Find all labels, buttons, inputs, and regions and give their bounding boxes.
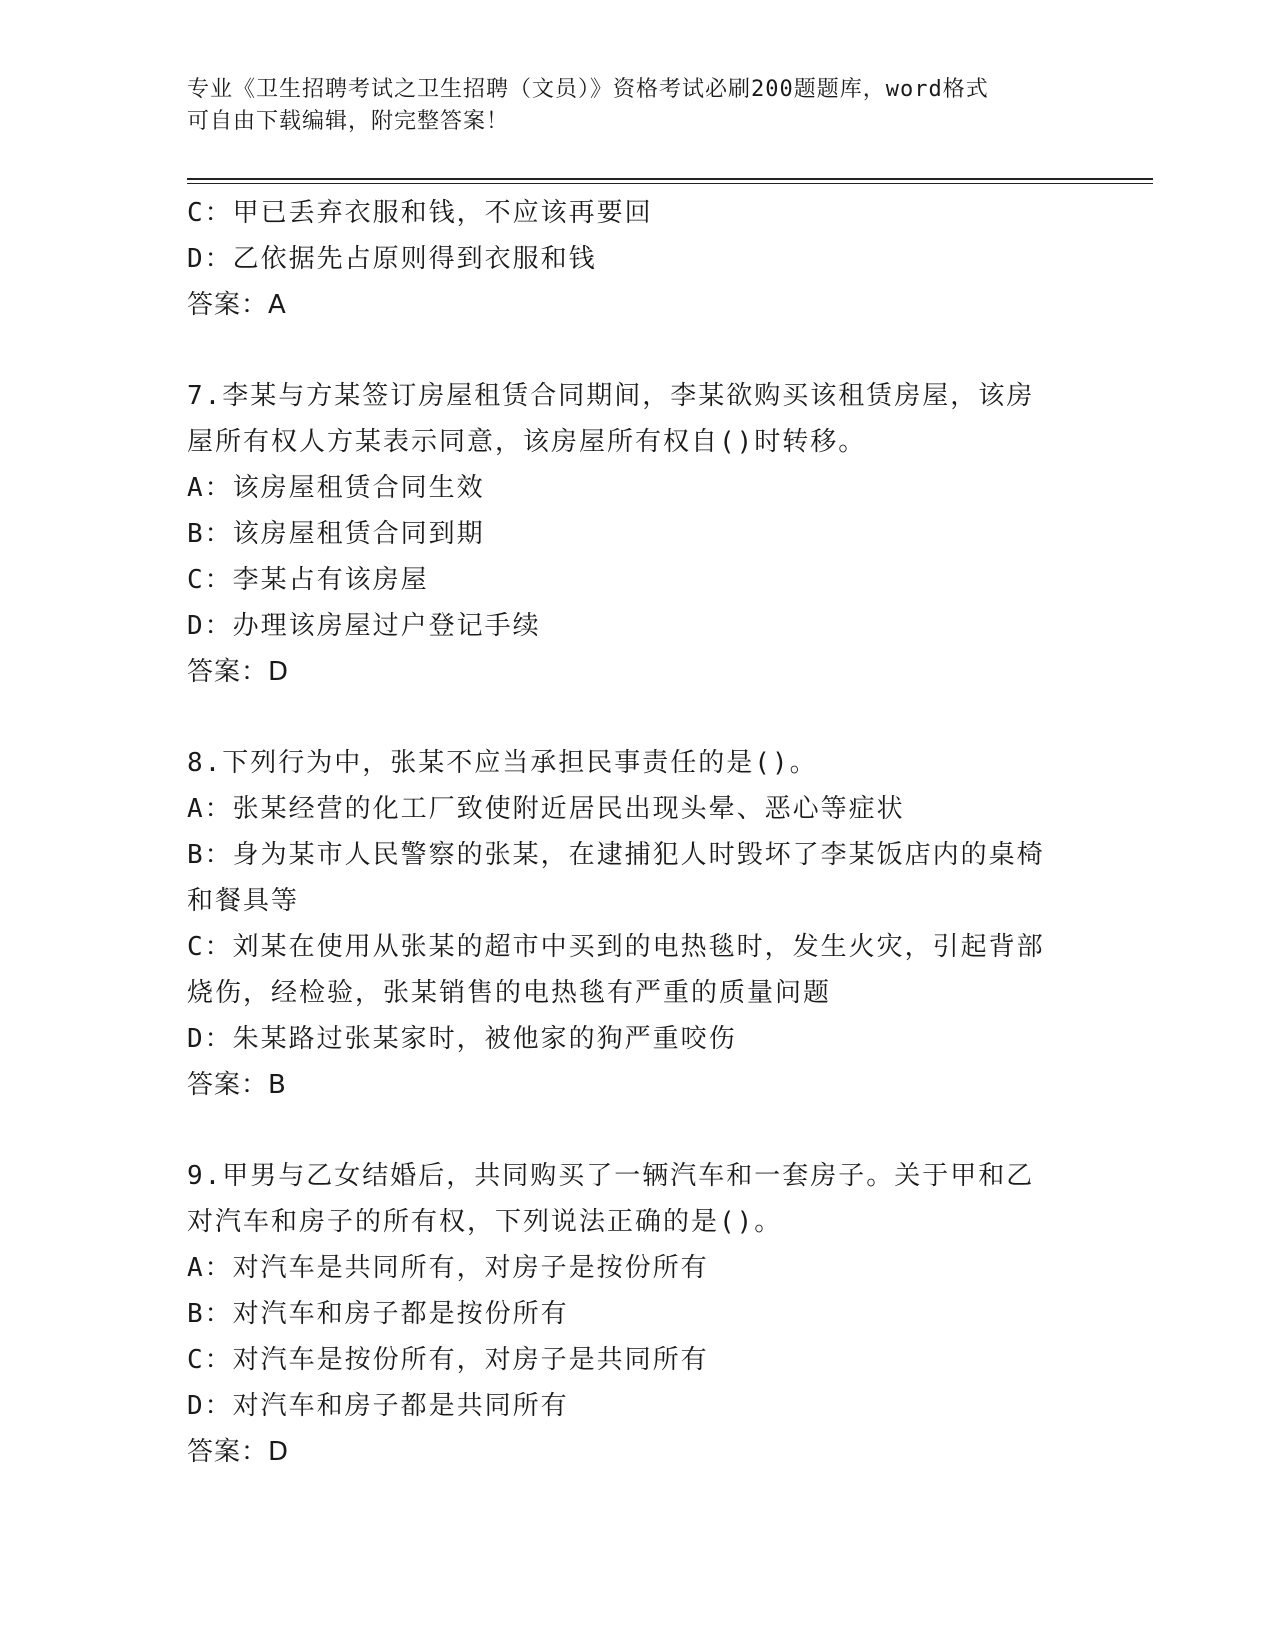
question-9 <box>187 1153 1087 1475</box>
spacer <box>187 1108 1087 1153</box>
answer-line: 答案：A <box>187 290 287 320</box>
header-divider-thin <box>187 183 1153 184</box>
question-7 <box>187 373 1087 695</box>
header-divider-thick <box>187 178 1153 180</box>
option-line: 和餐具等 <box>187 886 300 916</box>
answer-line: 答案：D <box>187 1437 290 1467</box>
option-line: C：李某占有该房屋 <box>187 565 429 595</box>
question-stem: 7.李某与方某签订房屋租赁合同期间，李某欲购买该租赁房屋，该房 <box>187 381 1035 411</box>
question-content <box>187 190 1087 1475</box>
option-line: B：身为某市人民警察的张某，在逮捕犯人时毁坏了李某饭店内的桌椅 <box>187 840 1045 870</box>
option-line: C：甲已丢弃衣服和钱，不应该再要回 <box>187 198 653 228</box>
question-stem: 对汽车和房子的所有权，下列说法正确的是()。 <box>187 1207 783 1237</box>
option-line: B：对汽车和房子都是按份所有 <box>187 1299 569 1329</box>
option-line: A：张某经营的化工厂致使附近居民出现头晕、恶心等症状 <box>187 794 905 824</box>
option-line: B：该房屋租赁合同到期 <box>187 519 485 549</box>
option-line: 烧伤，经检验，张某销售的电热毯有严重的质量问题 <box>187 978 832 1008</box>
spacer <box>187 695 1087 740</box>
question-8 <box>187 740 1087 1108</box>
header-line-2: 可自由下载编辑，附完整答案！ <box>187 109 510 134</box>
option-line: D：办理该房屋过户登记手续 <box>187 611 541 641</box>
option-line: C：对汽车是按份所有，对房子是共同所有 <box>187 1345 709 1375</box>
option-line: A：对汽车是共同所有，对房子是按份所有 <box>187 1253 709 1283</box>
option-line: D：对汽车和房子都是共同所有 <box>187 1391 569 1421</box>
option-line: C：刘某在使用从张某的超市中买到的电热毯时，发生火灾，引起背部 <box>187 932 1045 962</box>
continued-question <box>187 190 1087 328</box>
header-line-1: 专业《卫生招聘考试之卫生招聘（文员）》资格考试必刷200题题库，word格式 <box>187 77 989 102</box>
answer-line: 答案：D <box>187 657 290 687</box>
question-stem: 屋所有权人方某表示同意，该房屋所有权自()时转移。 <box>187 427 867 457</box>
option-line: D：乙依据先占原则得到衣服和钱 <box>187 244 597 274</box>
option-line: A：该房屋租赁合同生效 <box>187 473 485 503</box>
question-stem: 9.甲男与乙女结婚后，共同购买了一辆汽车和一套房子。关于甲和乙 <box>187 1161 1035 1191</box>
question-stem: 8.下列行为中，张某不应当承担民事责任的是()。 <box>187 748 818 778</box>
answer-line: 答案：B <box>187 1070 287 1100</box>
spacer <box>187 328 1087 373</box>
document-header <box>187 74 1087 138</box>
option-line: D：朱某路过张某家时，被他家的狗严重咬伤 <box>187 1024 737 1054</box>
